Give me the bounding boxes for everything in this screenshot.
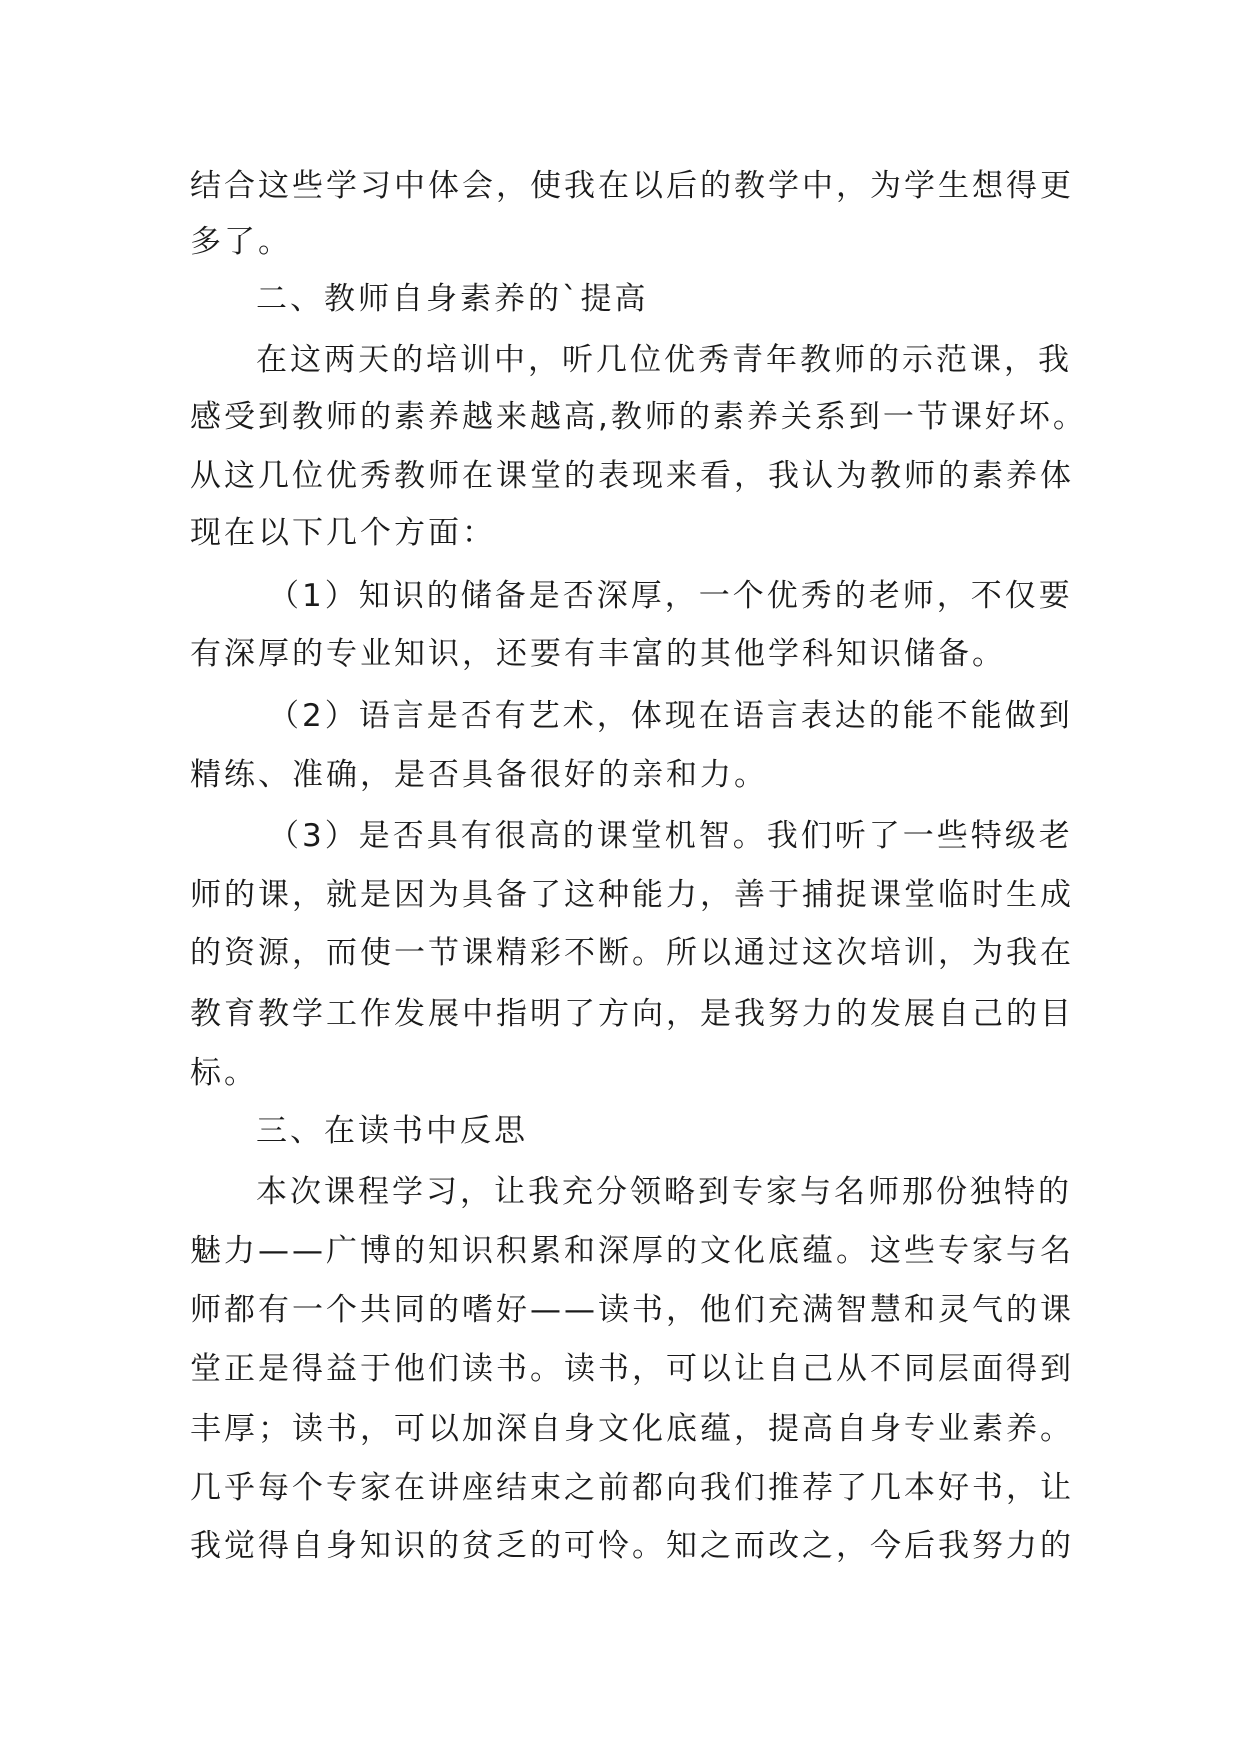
text-line: 本次课程学习，让我充分领略到专家与名师那份独特的: [256, 1174, 1072, 1210]
text-line: 几乎每个专家在讲座结束之前都向我们推荐了几本好书，让: [190, 1470, 1074, 1506]
section-heading: 二、教师自身素养的`提高: [256, 281, 649, 317]
text-line: 在这两天的培训中，听几位优秀青年教师的示范课，我: [256, 342, 1072, 378]
list-item-line: （2）语言是否有艺术，体现在语言表达的能不能做到: [268, 698, 1073, 734]
text-line: 教育教学工作发展中指明了方向，是我努力的发展自己的目: [190, 996, 1074, 1032]
text-line: 精练、准确，是否具备很好的亲和力。: [190, 757, 768, 793]
text-line: 魅力——广博的知识积累和深厚的文化底蕴。这些专家与名: [190, 1233, 1074, 1269]
text-line: 有深厚的专业知识，还要有丰富的其他学科知识储备。: [190, 636, 1006, 672]
text-line: 现在以下几个方面：: [190, 515, 496, 551]
text-line: 从这几位优秀教师在课堂的表现来看，我认为教师的素养体: [190, 458, 1074, 494]
text-line: 感受到教师的素养越来越高,教师的素养关系到一节课好坏。: [190, 399, 1087, 435]
text-line: 师的课，就是因为具备了这种能力，善于捕捉课堂临时生成: [190, 877, 1074, 913]
list-item-line: （3）是否具有很高的课堂机智。我们听了一些特级老: [268, 818, 1073, 854]
text-line: 丰厚；读书，可以加深自身文化底蕴，提高自身专业素养。: [190, 1411, 1074, 1447]
text-line: 结合这些学习中体会，使我在以后的教学中，为学生想得更: [190, 168, 1074, 204]
section-heading: 三、在读书中反思: [256, 1113, 528, 1149]
text-line: 堂正是得益于他们读书。读书，可以让自己从不同层面得到: [190, 1351, 1074, 1387]
text-line: 多了。: [190, 224, 292, 260]
text-line: 师都有一个共同的嗜好——读书，他们充满智慧和灵气的课: [190, 1292, 1074, 1328]
text-line: 标。: [190, 1055, 258, 1091]
text-line: 的资源，而使一节课精彩不断。所以通过这次培训，为我在: [190, 935, 1074, 971]
text-line: 我觉得自身知识的贫乏的可怜。知之而改之，今后我努力的: [190, 1528, 1074, 1564]
list-item-line: （1）知识的储备是否深厚，一个优秀的老师，不仅要: [268, 578, 1073, 614]
